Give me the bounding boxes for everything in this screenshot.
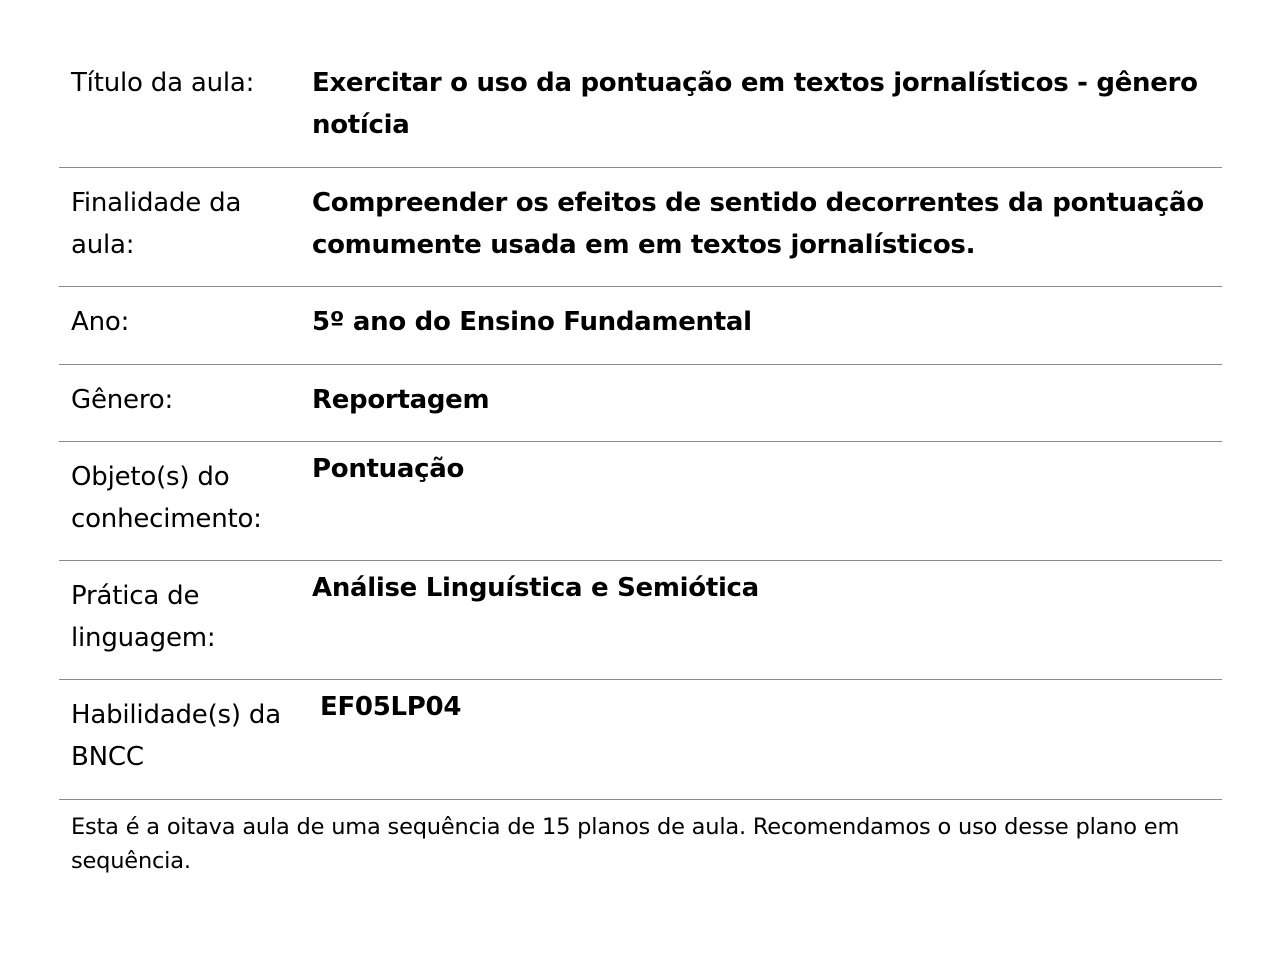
lesson-info-table [59, 48, 1222, 878]
sequence-note: Esta é a oitava aula de uma sequência de 15 planos de aula. Recomendamos o uso desse plano em sequência. [71, 814, 1180, 874]
label-ano: Ano: [71, 307, 130, 337]
value-titulo: Exercitar o uso da pontuação em textos jornalísticos - gênero notícia [312, 68, 1198, 140]
row-titulo [59, 48, 1222, 168]
value-objeto: Pontuação [312, 454, 465, 484]
label-objeto: Objeto(s) do conhecimento: [71, 462, 262, 534]
label-pratica: Prática de linguagem: [71, 581, 216, 653]
label-titulo: Título da aula: [71, 68, 255, 98]
label-genero: Gênero: [71, 385, 174, 415]
row-objeto [59, 442, 1222, 561]
row-genero [59, 365, 1222, 442]
row-finalidade [59, 168, 1222, 287]
value-genero: Reportagem [312, 385, 490, 415]
value-ano: 5º ano do Ensino Fundamental [312, 307, 752, 337]
value-pratica: Análise Linguística e Semiótica [312, 573, 759, 603]
row-habilidade [59, 680, 1222, 800]
row-pratica [59, 561, 1222, 680]
label-finalidade: Finalidade da aula: [71, 188, 242, 260]
value-finalidade: Compreender os efeitos de sentido decorrentes da pontuação comumente usada em em textos jornalísticos. [312, 188, 1204, 260]
value-habilidade: EF05LP04 [320, 692, 462, 722]
label-habilidade: Habilidade(s) da BNCC [71, 700, 281, 772]
row-ano [59, 287, 1222, 365]
